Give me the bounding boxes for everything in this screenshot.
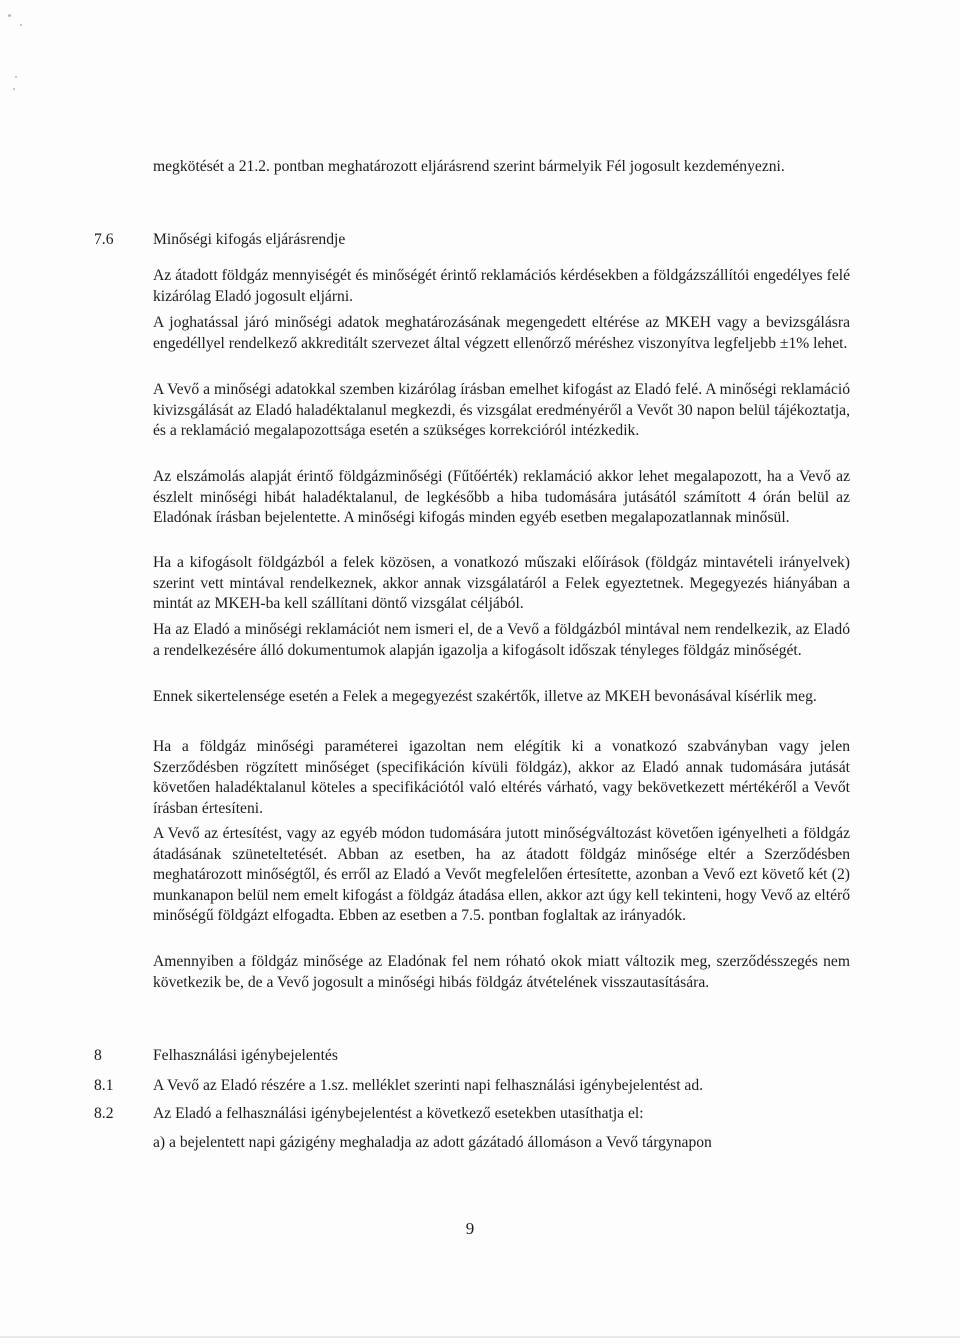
body-paragraph: Az átadott földgáz mennyiségét és minőségét érintő reklamációs kérdésekben a földgázszállítói engedélyes felé kizárólag Eladó jogosult eljárni. xyxy=(153,267,850,305)
body-paragraph: Ha a kifogásolt földgázból a felek közösen, a vonatkozó műszaki előírások (földgáz mintavételi irányelvek) szerint vett mintával rendelkeznek, akkor annak vizsgálatáról a Felek egyeztetnek. Megegyezés hiányában a mintát az MKEH-ba kell szállítani döntő vizsgálat céljából. xyxy=(153,554,850,612)
scan-speck xyxy=(20,24,22,26)
scan-edge xyxy=(0,1336,960,1338)
scan-speck xyxy=(15,76,17,78)
continuation-paragraph: megkötését a 21.2. pontban meghatározott eljárásrend szerint bármelyik Fél jogosult kezdeményezni. xyxy=(153,158,785,175)
section-number: 7.6 xyxy=(94,231,114,248)
section-heading: Felhasználási igénybejelentés xyxy=(153,1047,338,1064)
section-text: A Vevő az Eladó részére a 1.sz. melléklet szerinti napi felhasználási igénybejelentést ad. xyxy=(153,1077,704,1094)
body-paragraph: A joghatással járó minőségi adatok meghatározásának megengedett eltérése az MKEH vagy a bevizsgálásra engedéllyel rendelkező akkreditált szervezet által végzett ellenőrző méréshez viszonyítva legfeljebb ±1% lehet. xyxy=(153,314,850,352)
body-paragraph: Az elszámolás alapját érintő földgázminőségi (Fűtőérték) reklamáció akkor lehet megalapozott, ha a Vevő az észlelt minőségi hibát haladéktalanul, de legkésőbb a hiba tudomására jutásától számított 4 órán belül az Eladónak írásban bejelentette. A minőségi kifogás minden egyéb esetben megalapozatlannak minősül. xyxy=(153,468,850,526)
body-paragraph: Ha a földgáz minőségi paraméterei igazoltan nem elégítik ki a vonatkozó szabványban vagy jelen Szerződésben rögzített minőséget (specifikáción kívüli földgáz), akkor az Eladó annak tudomására jutását követően haladéktalanul köteles a specifikációtól való eltérés várható, vagy bekövetkezett mértékéről a Vevőt írásban értesíteni. xyxy=(153,738,850,817)
section-heading: Minőségi kifogás eljárásrendje xyxy=(153,231,346,248)
body-paragraph: A Vevő a minőségi adatokkal szemben kizárólag írásban emelhet kifogást az Eladó felé. A minőségi reklamáció kivizsgálását az Eladó haladéktalanul megkezdi, és vizsgálat eredményéről a Vevőt 30 napon belül tájékoztatja, és a reklamáció megalapozottsága esetén a szükséges korrekcióról intézkedik. xyxy=(153,381,850,439)
section-number: 8.1 xyxy=(94,1077,114,1094)
scan-speck xyxy=(13,88,15,90)
section-number: 8.2 xyxy=(94,1105,114,1122)
page-number: 9 xyxy=(465,1219,475,1238)
body-paragraph: Ha az Eladó a minőségi reklamációt nem ismeri el, de a Vevő a földgázból mintával nem rendelkezik, az Eladó a rendelkezésére álló dokumentumok alapján igazolja a kifogásolt időszak tényleges földgáz minőségét. xyxy=(153,621,850,659)
body-paragraph: A Vevő az értesítést, vagy az egyéb módon tudomására jutott minőségváltozást követően igényelheti a földgáz átadásának szüneteltetését. Abban az esetben, ha az átadott földgáz minősége eltér a Szerződésben meghatározott minőségtől, és erről az Eladó a Vevőt megfelelően értesítette, azonban a Vevő ezt követő két (2) munkanapon belül nem emelt kifogást a földgáz átadása ellen, akkor azt úgy kell tekinteni, hogy Vevő az eltérő minőségű földgázt elfogadta. Ebben az esetben a 7.5. pontban foglaltak az irányadók. xyxy=(153,825,850,924)
section-number: 8 xyxy=(94,1047,102,1064)
scan-speck xyxy=(8,14,11,17)
list-item: a) a bejelentett napi gázigény meghaladja az adott gázátadó állomáson a Vevő tárgynapon xyxy=(153,1134,712,1151)
body-paragraph: Amennyiben a földgáz minősége az Eladónak fel nem róható okok miatt változik meg, szerződésszegés nem következik be, de a Vevő jogosult a minőségi hibás földgáz átvételének visszautasítására. xyxy=(153,953,850,991)
section-text: Az Eladó a felhasználási igénybejelentést a következő esetekben utasíthatja el: xyxy=(153,1105,644,1122)
body-paragraph: Ennek sikertelensége esetén a Felek a megegyezést szakértők, illetve az MKEH bevonásával kísérlik meg. xyxy=(153,688,817,705)
